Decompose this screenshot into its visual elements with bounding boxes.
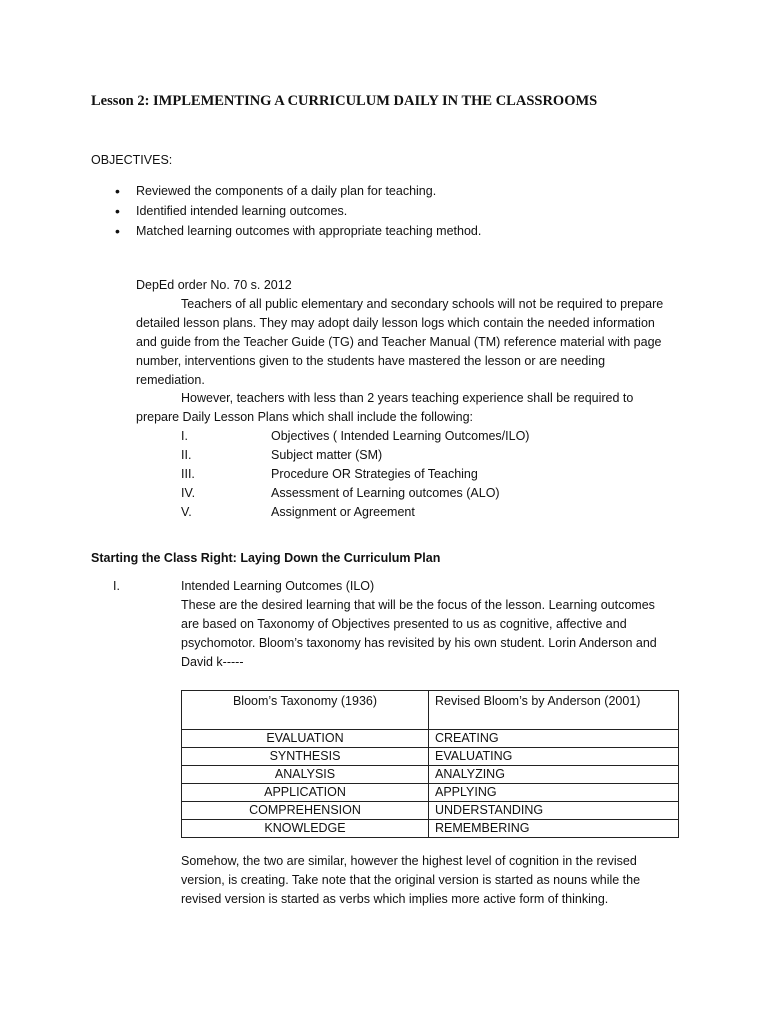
table-header: Bloom’s Taxonomy (1936): [182, 691, 429, 730]
list-item-text: Assignment or Agreement: [271, 504, 415, 519]
list-item-number: I.: [181, 429, 188, 444]
list-item-text: Subject matter (SM): [271, 448, 383, 463]
closing-paragraph: Somehow, the two are similar, however the highest level of cognition in the revised version, is creating. Take note that the original version is started as nouns while the revised version is started as verbs which implies more active form of thinking.: [181, 854, 641, 906]
list-item-text: Assessment of Learning outcomes (ALO): [271, 485, 500, 500]
table-cell: EVALUATING: [429, 748, 679, 766]
table-row: [182, 766, 679, 784]
table-cell: REMEMBERING: [429, 820, 679, 838]
table-cell: UNDERSTANDING: [429, 802, 679, 820]
list-item: [136, 446, 676, 465]
list-item: [136, 427, 676, 446]
list-item: [136, 465, 676, 484]
table-cell: APPLYING: [429, 784, 679, 802]
table-cell: APPLICATION: [182, 784, 429, 802]
table-header-row: [182, 691, 679, 730]
list-item-text: Objectives ( Intended Learning Outcomes/ILO): [271, 429, 530, 444]
objective-item: • Matched learning outcomes with appropriate teaching method.: [115, 221, 481, 241]
objectives-heading: OBJECTIVES:: [91, 153, 173, 167]
table-cell: KNOWLEDGE: [182, 820, 429, 838]
deped-paragraph: However, teachers with less than 2 years teaching experience shall be required to prepare Daily Lesson Plans which shall include the following:: [136, 391, 634, 425]
list-item: [136, 503, 676, 522]
list-item-number: V.: [181, 504, 192, 519]
table-cell: ANALYZING: [429, 766, 679, 784]
objective-item: • Identified intended learning outcomes.: [115, 201, 481, 221]
table-row: [182, 820, 679, 838]
deped-heading: DepEd order No. 70 s. 2012: [136, 278, 292, 292]
ilo-section: [113, 577, 673, 669]
section-heading: Starting the Class Right: Laying Down the Curriculum Plan: [91, 551, 441, 565]
bloom-taxonomy-table: [181, 690, 679, 838]
table-row: [182, 784, 679, 802]
section-item-number: I.: [113, 579, 120, 593]
list-item-text: Procedure OR Strategies of Teaching: [271, 467, 478, 482]
table-row: [182, 748, 679, 766]
list-item-number: II.: [181, 448, 192, 463]
table-header: Revised Bloom’s by Anderson (2001): [429, 691, 679, 730]
section-item-paragraph: These are the desired learning that will be the focus of the lesson. Learning outcomes are based on Taxonomy of Objectives presented to us as cognitive, affective and psychomotor. Bloom’s taxonomy has revisited by his own student. Lorin Anderson and David k-----: [181, 598, 657, 669]
deped-section: [136, 276, 676, 522]
list-item-number: IV.: [181, 485, 196, 500]
table-cell: CREATING: [429, 730, 679, 748]
table-cell: ANALYSIS: [182, 766, 429, 784]
section-item-title: Intended Learning Outcomes (ILO): [181, 579, 375, 593]
table-cell: EVALUATION: [182, 730, 429, 748]
table-row: [182, 802, 679, 820]
table-cell: COMPREHENSION: [182, 802, 429, 820]
objectives-list: [115, 181, 481, 241]
page-title: Lesson 2: IMPLEMENTING A CURRICULUM DAILY IN THE CLASSROOMS: [91, 93, 598, 109]
list-item-number: III.: [181, 467, 195, 482]
table-cell: SYNTHESIS: [182, 748, 429, 766]
deped-paragraph: Teachers of all public elementary and secondary schools will not be required to prepare detailed lesson plans. They may adopt daily lesson logs which contain the needed information and guide from the Teacher Guide (TG) and Teacher Manual (TM) reference material with page number, interventions given to the students have mastered the lesson or are needing remediation.: [136, 296, 664, 387]
list-item: [136, 484, 676, 503]
objective-item: • Reviewed the components of a daily plan for teaching.: [115, 181, 481, 201]
lesson-plan-components-list: [136, 427, 676, 522]
table-row: [182, 730, 679, 748]
